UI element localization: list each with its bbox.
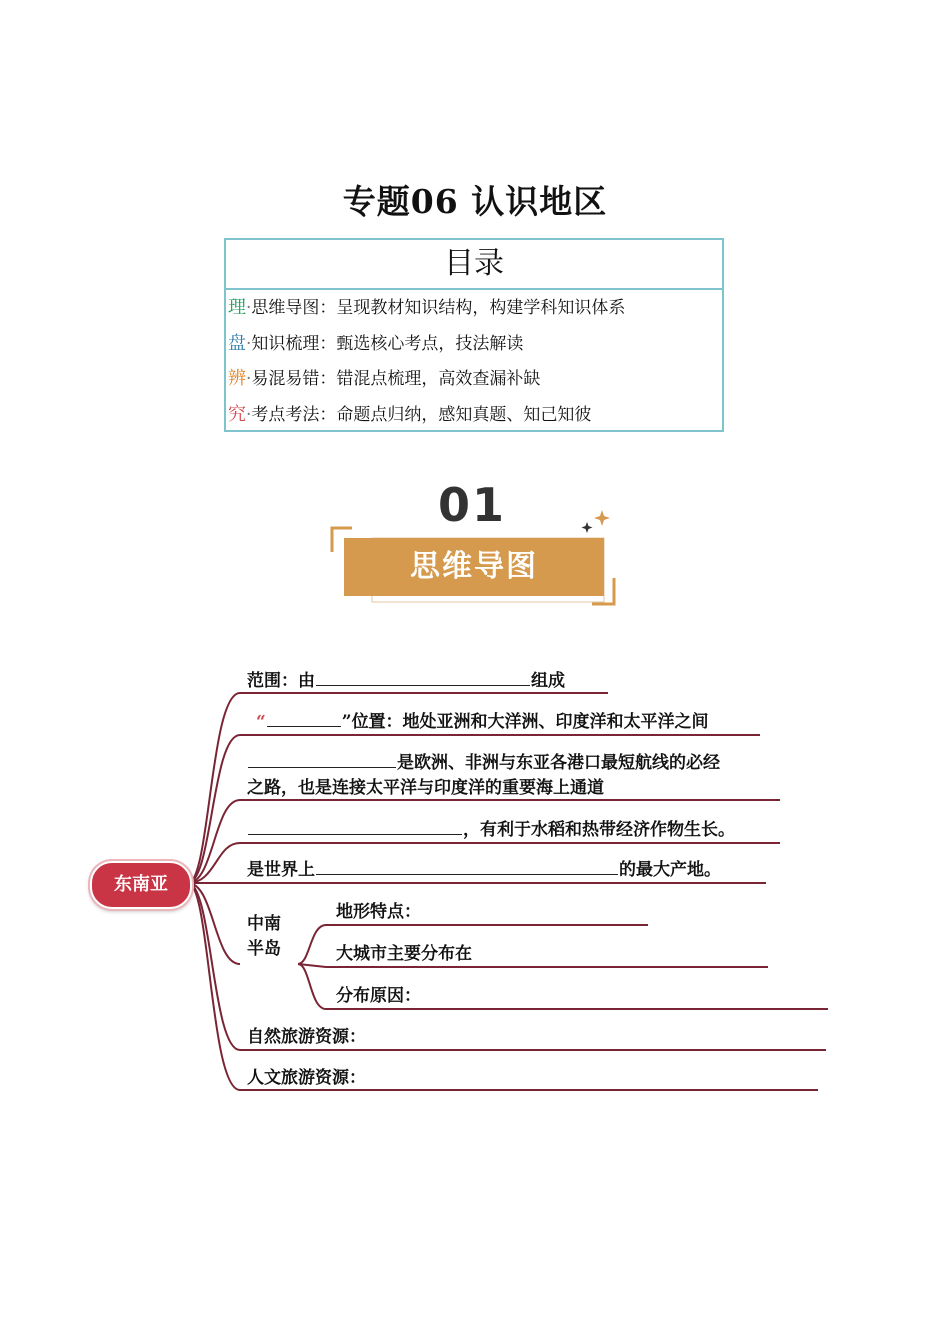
peninsula-reason: 分布原因： xyxy=(336,986,421,1006)
toc-item-name: 易混易错： xyxy=(251,369,337,389)
toc-item-desc: 错混点梳理，高效查漏补缺 xyxy=(336,369,541,389)
fill-blank xyxy=(248,752,396,768)
product-prefix: 是世界上 xyxy=(247,860,315,880)
fill-blank xyxy=(267,711,341,727)
toc-item-desc: 命题点归纳，感知真题、知己知彼 xyxy=(336,404,592,425)
branch-natural-tourism: 自然旅游资源： xyxy=(247,1027,366,1047)
scope-suffix: 组成 xyxy=(531,671,565,691)
toc-separator: · xyxy=(246,298,252,318)
fill-blank xyxy=(316,670,530,686)
section-title-banner: 思维导图 xyxy=(344,538,604,596)
peninsula-cities: 大城市主要分布在 xyxy=(336,944,472,964)
product-suffix: 的最大产地。 xyxy=(619,860,721,880)
toc-item-key: 辨 xyxy=(228,368,246,389)
quote-close: ” xyxy=(341,712,352,732)
peninsula-terrain: 地形特点： xyxy=(336,902,421,922)
branch-climate xyxy=(247,815,735,840)
scope-prefix: 范围：由 xyxy=(247,671,315,691)
branch-scope xyxy=(247,666,565,691)
toc-separator: · xyxy=(246,404,252,425)
climate-text: ，有利于水稻和热带经济作物生长。 xyxy=(463,820,735,840)
toc-item-desc: 呈现教材知识结构，构建学科知识体系 xyxy=(336,298,626,318)
toc-item-name: 知识梳理： xyxy=(251,333,337,354)
sparkle-icon xyxy=(594,510,610,526)
branch-position xyxy=(256,707,709,732)
toc-item-desc: 甄选核心考点，技法解读 xyxy=(336,333,524,354)
position-text: 位置：地处亚洲和大洋洲、印度洋和太平洋之间 xyxy=(351,712,709,732)
branch-strait xyxy=(247,748,720,773)
toc-item-key: 理 xyxy=(228,297,246,318)
document-title: 专题06 认识地区 xyxy=(342,182,608,221)
mindmap-root: 东南亚 xyxy=(90,861,192,909)
toc-separator: · xyxy=(246,333,252,354)
strait-line1: 是欧洲、非洲与东亚各港口最短航线的必经 xyxy=(397,753,720,773)
section-number: 01 xyxy=(438,478,507,532)
toc-heading: 目录 xyxy=(226,240,722,290)
branch-peninsula: 中南半岛 xyxy=(247,914,281,959)
sparkle-icon xyxy=(582,522,593,533)
toc-item-key: 盘 xyxy=(228,332,246,354)
quote-open: “ xyxy=(256,712,266,732)
fill-blank xyxy=(316,859,618,875)
toc-item-name: 考点考法： xyxy=(251,404,337,425)
fill-blank xyxy=(248,819,462,835)
branch-products xyxy=(247,855,721,880)
branch-cultural-tourism: 人文旅游资源： xyxy=(247,1068,366,1088)
toc-item-name: 思维导图： xyxy=(251,298,337,318)
toc-item-key: 究 xyxy=(228,403,246,425)
strait-line2: 之路，也是连接太平洋与印度洋的重要海上通道 xyxy=(247,778,604,798)
toc-separator: · xyxy=(246,369,252,389)
